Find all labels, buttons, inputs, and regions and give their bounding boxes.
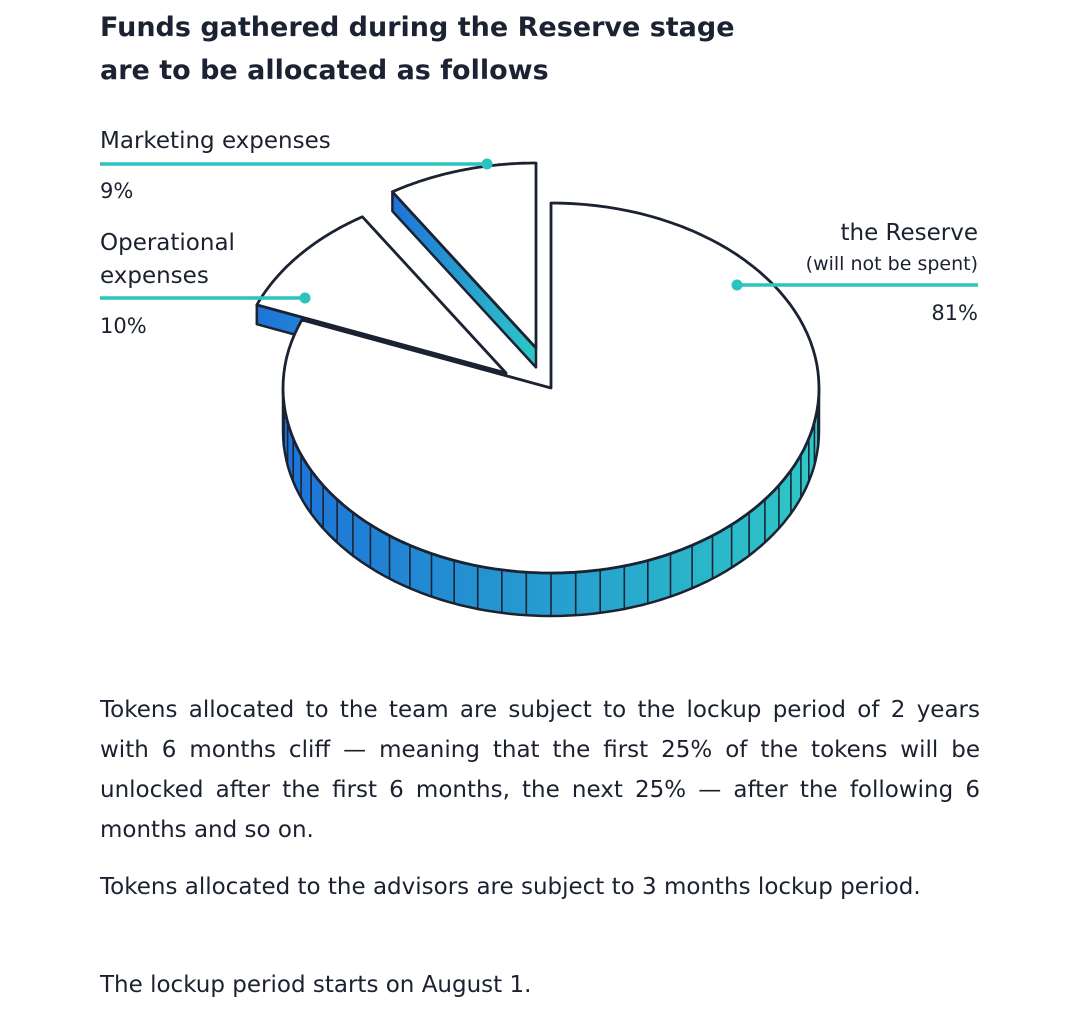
leader-dot-reserve [732, 280, 743, 291]
paragraph-advisors-lockup: Tokens allocated to the advisors are subject to 3 months lockup period. [100, 874, 921, 900]
slice-value-reserve: 81% [931, 301, 978, 325]
pie-labels [100, 128, 978, 338]
slice-value-operational: 10% [100, 314, 147, 338]
leader-dot-operational [300, 293, 311, 304]
slice-label-operational-line-1: Operational [100, 230, 235, 256]
chart-heading-line-2: are to be allocated as follows [100, 55, 549, 86]
slice-label-reserve: the Reserve [840, 220, 978, 246]
slice-value-marketing: 9% [100, 179, 134, 203]
chart-heading-line-1: Funds gathered during the Reserve stage [100, 12, 735, 43]
slice-label-operational-line-2: expenses [100, 263, 209, 289]
pie-slices [257, 163, 819, 616]
paragraph-team-lockup: Tokens allocated to the team are subject to the lockup period of 2 years with 6 months cliff — meaning that the first 25% of the tokens will be unlocked after the first 6 months, the next 25% — after the following 6 months and so on. [100, 697, 980, 843]
leader-dot-marketing [482, 159, 493, 170]
paragraph-lockup-start: The lockup period starts on August 1. [100, 972, 532, 998]
slice-note-reserve: (will not be spent) [805, 253, 978, 275]
slice-label-marketing: Marketing expenses [100, 128, 331, 154]
